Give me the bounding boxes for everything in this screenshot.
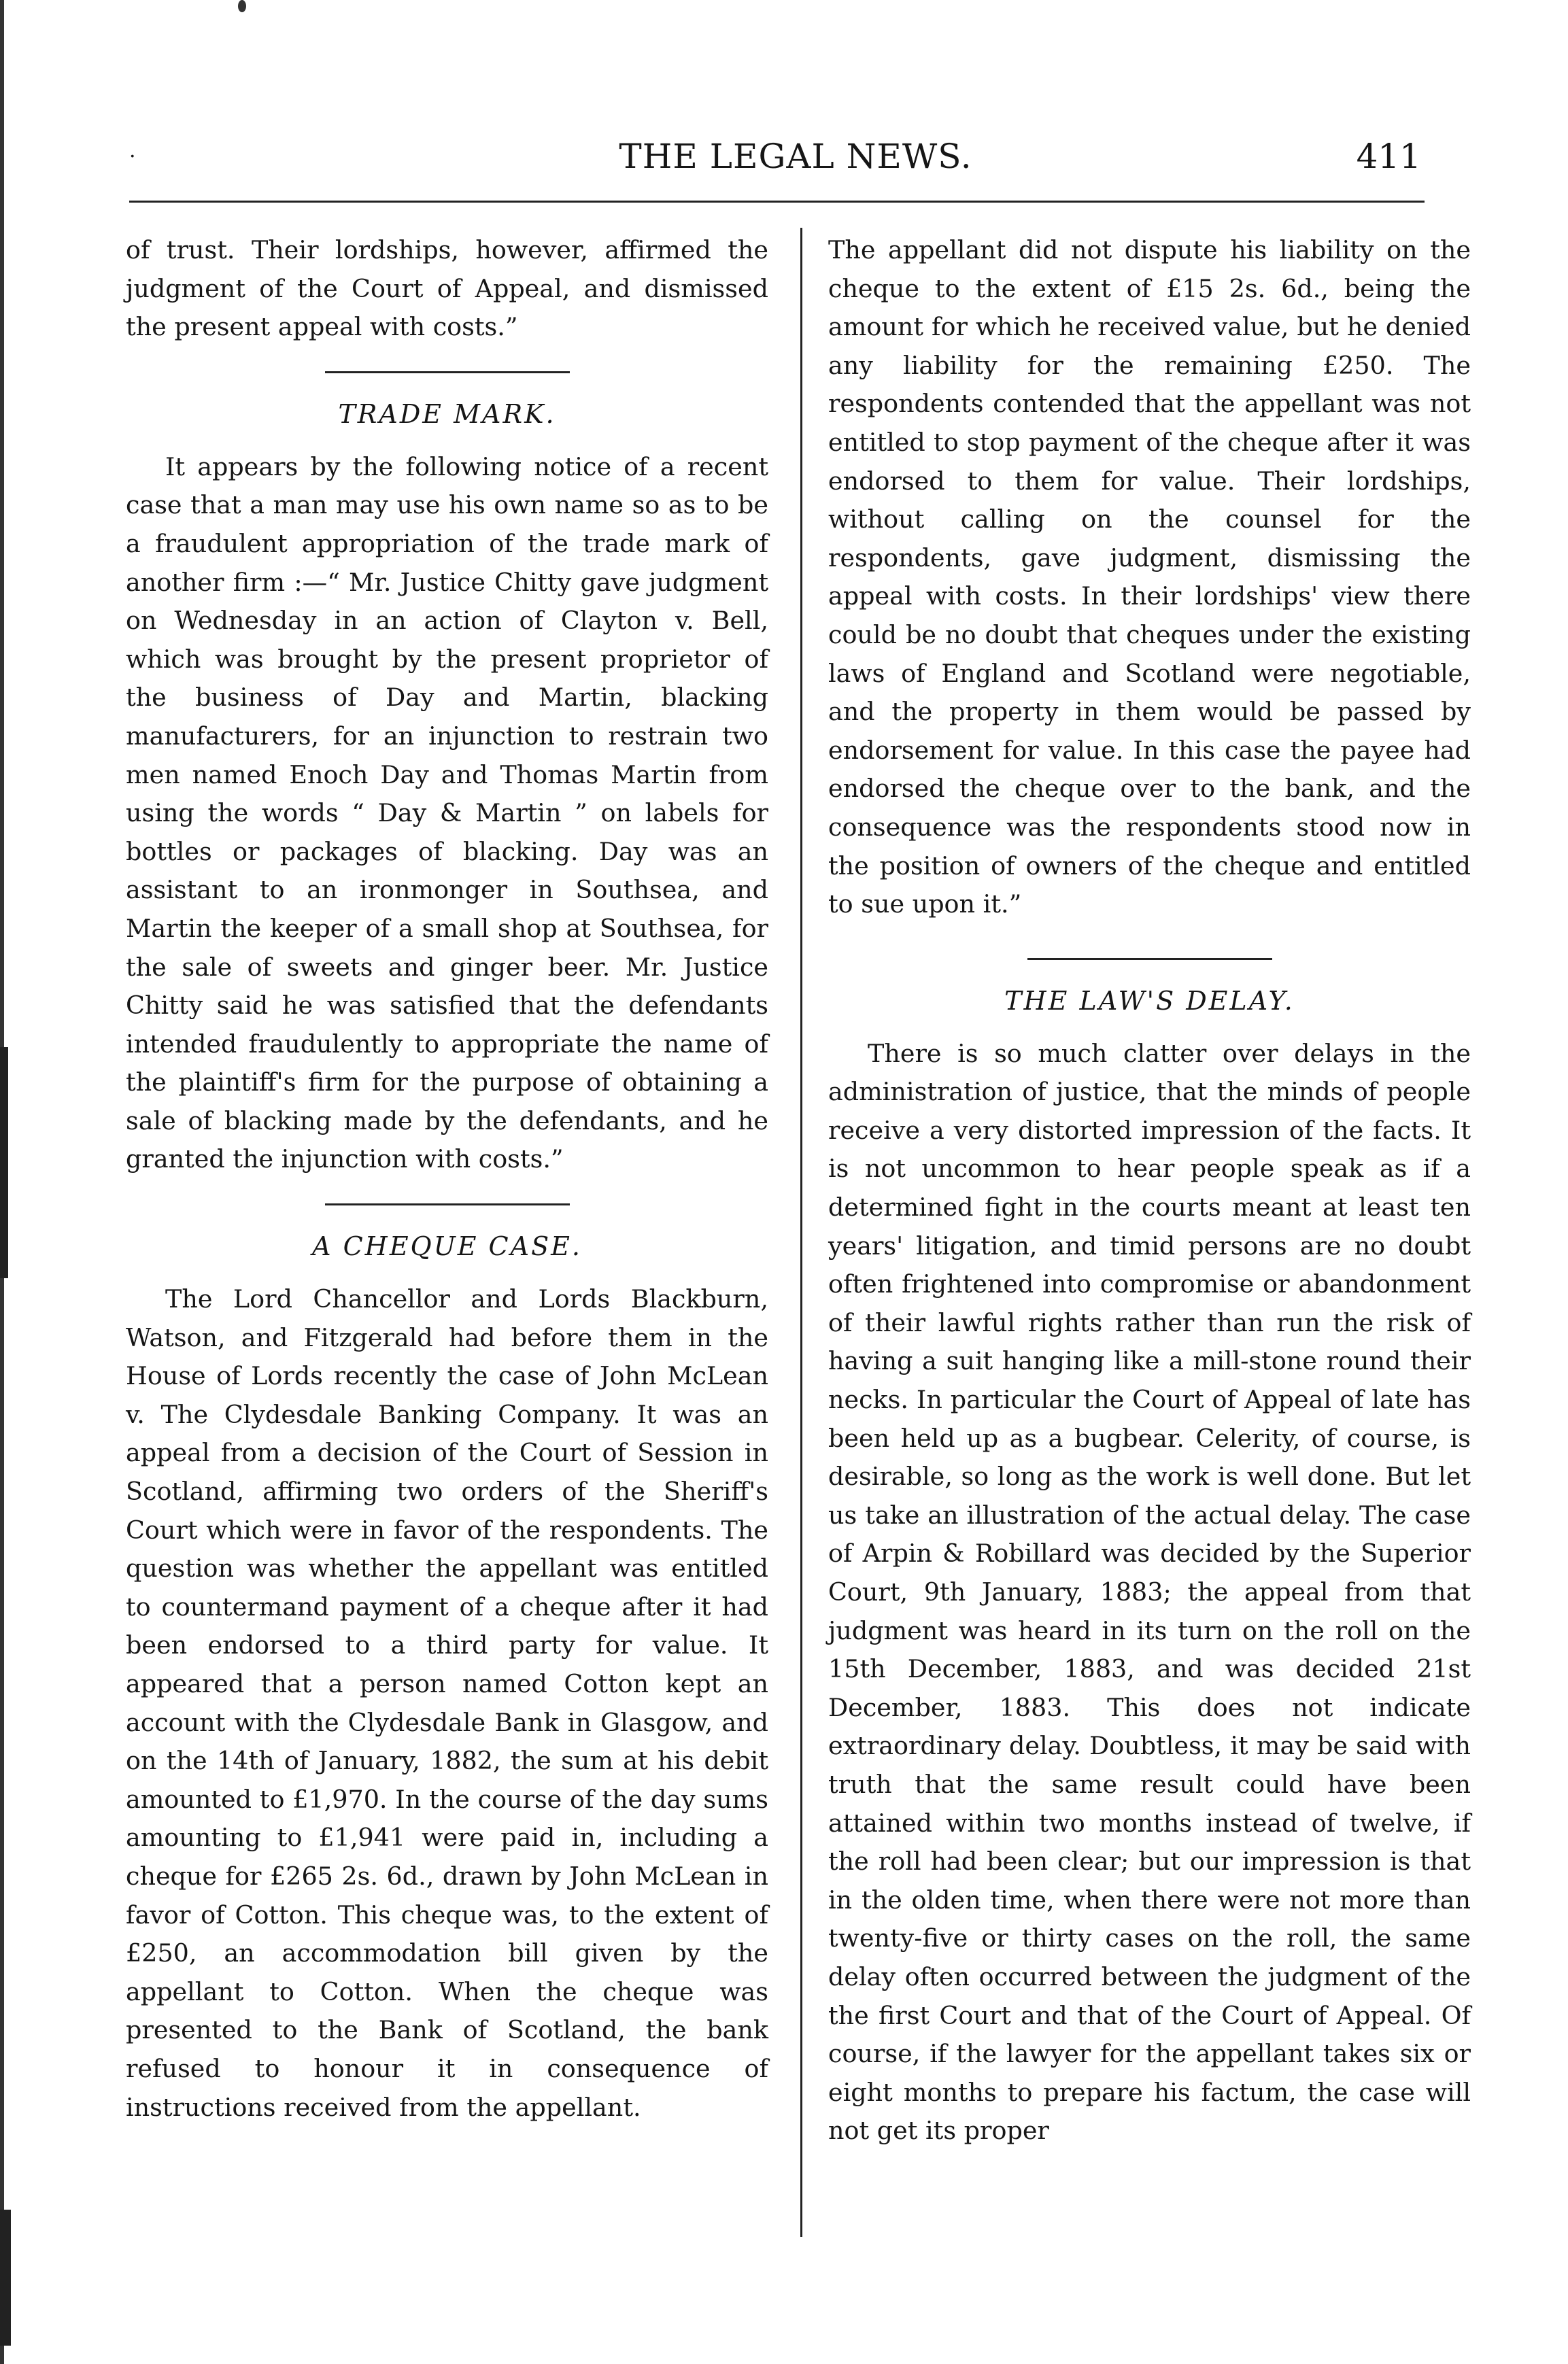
left-column bbox=[126, 231, 768, 2127]
margin-mark bbox=[0, 2210, 11, 2346]
header-rule bbox=[129, 201, 1425, 203]
section-title-cheque-case: A CHEQUE CASE. bbox=[312, 1231, 582, 1262]
section-title-laws-delay: THE LAW'S DELAY. bbox=[1004, 985, 1295, 1016]
trade-mark-paragraph: It appears by the following notice of a recent case that a man may use his own name so as to be a fraudulent appropriation of the trade mark of another firm :—“ Mr. Justice Chitty gave judgment on Wednesday in an action of Clayton v. Bell, which was brought by the present proprietor of the business of Day and Martin, blacking manufacturers, for an injunction to restrain two men named Enoch Day and Thomas Martin from using the words “ Day & Martin ” on labels for bottles or packages of blacking. Day was an assistant to an ironmonger in Southsea, and Martin the keeper of a small shop at Southsea, for the sale of sweets and ginger beer. Mr. Justice Chitty said he was satisfied that the defendants intended fraudulently to appropriate the name of the plaintiff's firm for the purpose of obtaining a sale of blacking made by the defendants, and he granted the injunction with costs.” bbox=[126, 451, 768, 1174]
cheque-case-paragraph: The Lord Chancellor and Lords Blackburn, Watson, and Fitzgerald had before them in the House of Lords recently the case of John McLean v. The Clydesdale Banking Company. It was an appeal from a decision of the Court of Session in Scotland, affirming two orders of the Sheriff's Court which were in favor of the respondents. The question was whether the appellant was entitled to countermand payment of a cheque after it had been endorsed to a third party for value. It appeared that a person named Cotton kept an account with the Clydesdale Bank in Glasgow, and on the 14th of January, 1882, the sum at his debit amounted to £1,970. In the course of the day sums amounting to £1,941 were paid in, including a cheque for £265 2s. 6d., drawn by John McLean in favor of Cotton. This cheque was, to the extent of £250, an accommodation bill given by the appellant to Cotton. When the cheque was presented to the Bank of Scotland, the bank refused to honour it in consequence of instructions received from the appellant. bbox=[126, 1284, 768, 2122]
page-header bbox=[129, 126, 1421, 187]
header-dot: · bbox=[129, 144, 136, 169]
top-ink-mark bbox=[238, 0, 246, 12]
laws-delay-paragraph: There is so much clatter over delays in the administration of justice, that the minds of people receive a very distorted impression of the facts. It is not uncommon to hear people speak as if a determined fight in the courts meant at least ten years' litigation, and timid persons are no doubt often frightened into compromise or abandonment of their lawful rights rather than run the risk of having a suit hanging like a mill-stone round their necks. In particular the Court of Appeal of late has been held up as a bugbear. Celerity, of course, is desirable, so long as the work is well done. But let us take an illustration of the actual delay. The case of Arpin & Robillard was decided by the Superior Court, 9th January, 1883; the appeal from that judgment was heard in its turn on the roll on the 15th December, 1883, and was decided 21st December, 1883. This does not indicate extraordinary delay. Doubtless, it may be said with truth that the same result could have been attained within two months instead of twelve, if the roll had been clear; but our impression is that in the olden time, when there were not more than twenty-five or thirty cases on the roll, the same delay often occurred between the judgment of the the first Court and that of the Court of Appeal. Of course, if the lawyer for the appellant takes six or eight months to prepare his factum, the case will not get its proper bbox=[828, 1038, 1471, 2146]
section-title-trade-mark: TRADE MARK. bbox=[338, 398, 556, 429]
section-rule bbox=[325, 1203, 570, 1205]
margin-mark bbox=[0, 1047, 8, 1278]
section-rule bbox=[325, 371, 570, 373]
column-divider bbox=[800, 228, 802, 2237]
cheque-continuation-paragraph: The appellant did not dispute his liability on the cheque to the extent of £15 2s. 6d., being the amount for which he received value, but he denied any liability for the remaining £250. The respondents contended that the appellant was not entitled to stop payment of the cheque after it was endorsed to them for value. Their lordships, without calling on the counsel for the respondents, gave judgment, dismissing the appeal with costs. In their lordships' view there could be no doubt that cheques under the existing laws of England and Scotland were negotiable, and the property in them would be passed by endorsement for value. In this case the payee had endorsed the cheque over to the bank, and the consequence was the respondents stood now in the position of owners of the cheque and entitled to sue upon it.” bbox=[828, 235, 1471, 919]
page-number: 411 bbox=[1356, 137, 1421, 176]
section-rule bbox=[1027, 958, 1272, 960]
right-column bbox=[828, 231, 1471, 2151]
journal-title: THE LEGAL NEWS. bbox=[619, 137, 972, 176]
continuation-paragraph: of trust. Their lordships, however, affirmed the judgment of the Court of Appeal, and dismissed the present appeal with costs.” bbox=[126, 235, 768, 342]
